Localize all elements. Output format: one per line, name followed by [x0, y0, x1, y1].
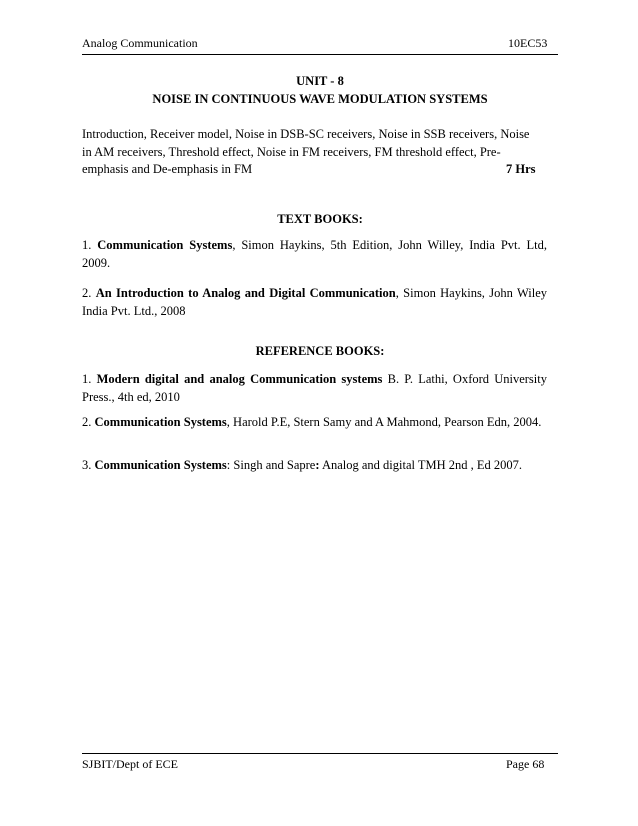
- reference-books-heading: REFERENCE BOOKS:: [255, 344, 385, 358]
- header-course-code: 10EC53: [508, 36, 548, 50]
- text-book-item: [82, 285, 547, 320]
- book-details: , Harold P.E, Stern Samy and A Mahmond, Pearson Edn, 2004.: [226, 415, 542, 429]
- syllabus-line-last: [82, 161, 547, 179]
- reference-book-item: [82, 414, 547, 432]
- book-details: , Simon Haykins, 5th Edition, John Willey, India Pvt. Ltd, 2009.: [82, 238, 547, 270]
- unit-title: UNIT - 8: [296, 74, 344, 88]
- reference-book-item: [82, 457, 547, 475]
- book-details: B. P. Lathi, Oxford University Press., 4th ed, 2010: [82, 372, 547, 404]
- footer-page-number: Page 68: [506, 757, 545, 771]
- book-title: Modern digital and analog Communication systems: [96, 372, 383, 386]
- book-details: : Singh and Sapre: [226, 458, 316, 472]
- item-number: 2.: [82, 286, 92, 300]
- syllabus-topics: [82, 126, 547, 179]
- book-details: Analog and digital TMH 2nd , Ed 2007.: [319, 458, 523, 472]
- book-title: An Introduction to Analog and Digital Communication: [95, 286, 396, 300]
- bold-colon: :: [315, 458, 320, 472]
- text-book-item: [82, 237, 547, 272]
- syllabus-line: Introduction, Receiver model, Noise in DSB-SC receivers, Noise in SSB receivers, Noise: [82, 127, 530, 141]
- syllabus-hours: 7 Hrs: [506, 162, 536, 176]
- item-number: 1.: [82, 372, 92, 386]
- footer-department: SJBIT/Dept of ECE: [82, 757, 178, 771]
- book-title: Communication Systems: [94, 458, 227, 472]
- reference-book-item: [82, 371, 547, 406]
- book-title: Communication Systems: [97, 238, 233, 252]
- syllabus-line: in AM receivers, Threshold effect, Noise in FM receivers, FM threshold effect, Pre-: [82, 144, 501, 159]
- header-rule: [82, 54, 558, 55]
- book-title: Communication Systems: [94, 415, 227, 429]
- book-details: , Simon Haykins, John Wiley India Pvt. Ltd., 2008: [82, 286, 547, 318]
- text-books-heading: TEXT BOOKS:: [277, 212, 363, 226]
- unit-subtitle: NOISE IN CONTINUOUS WAVE MODULATION SYSTEMS: [152, 92, 488, 106]
- footer-rule: [82, 753, 558, 754]
- item-number: 3.: [82, 458, 92, 472]
- header-title: Analog Communication: [82, 36, 198, 50]
- item-number: 1.: [82, 238, 92, 252]
- syllabus-line: emphasis and De-emphasis in FM: [82, 162, 253, 176]
- item-number: 2.: [82, 415, 92, 429]
